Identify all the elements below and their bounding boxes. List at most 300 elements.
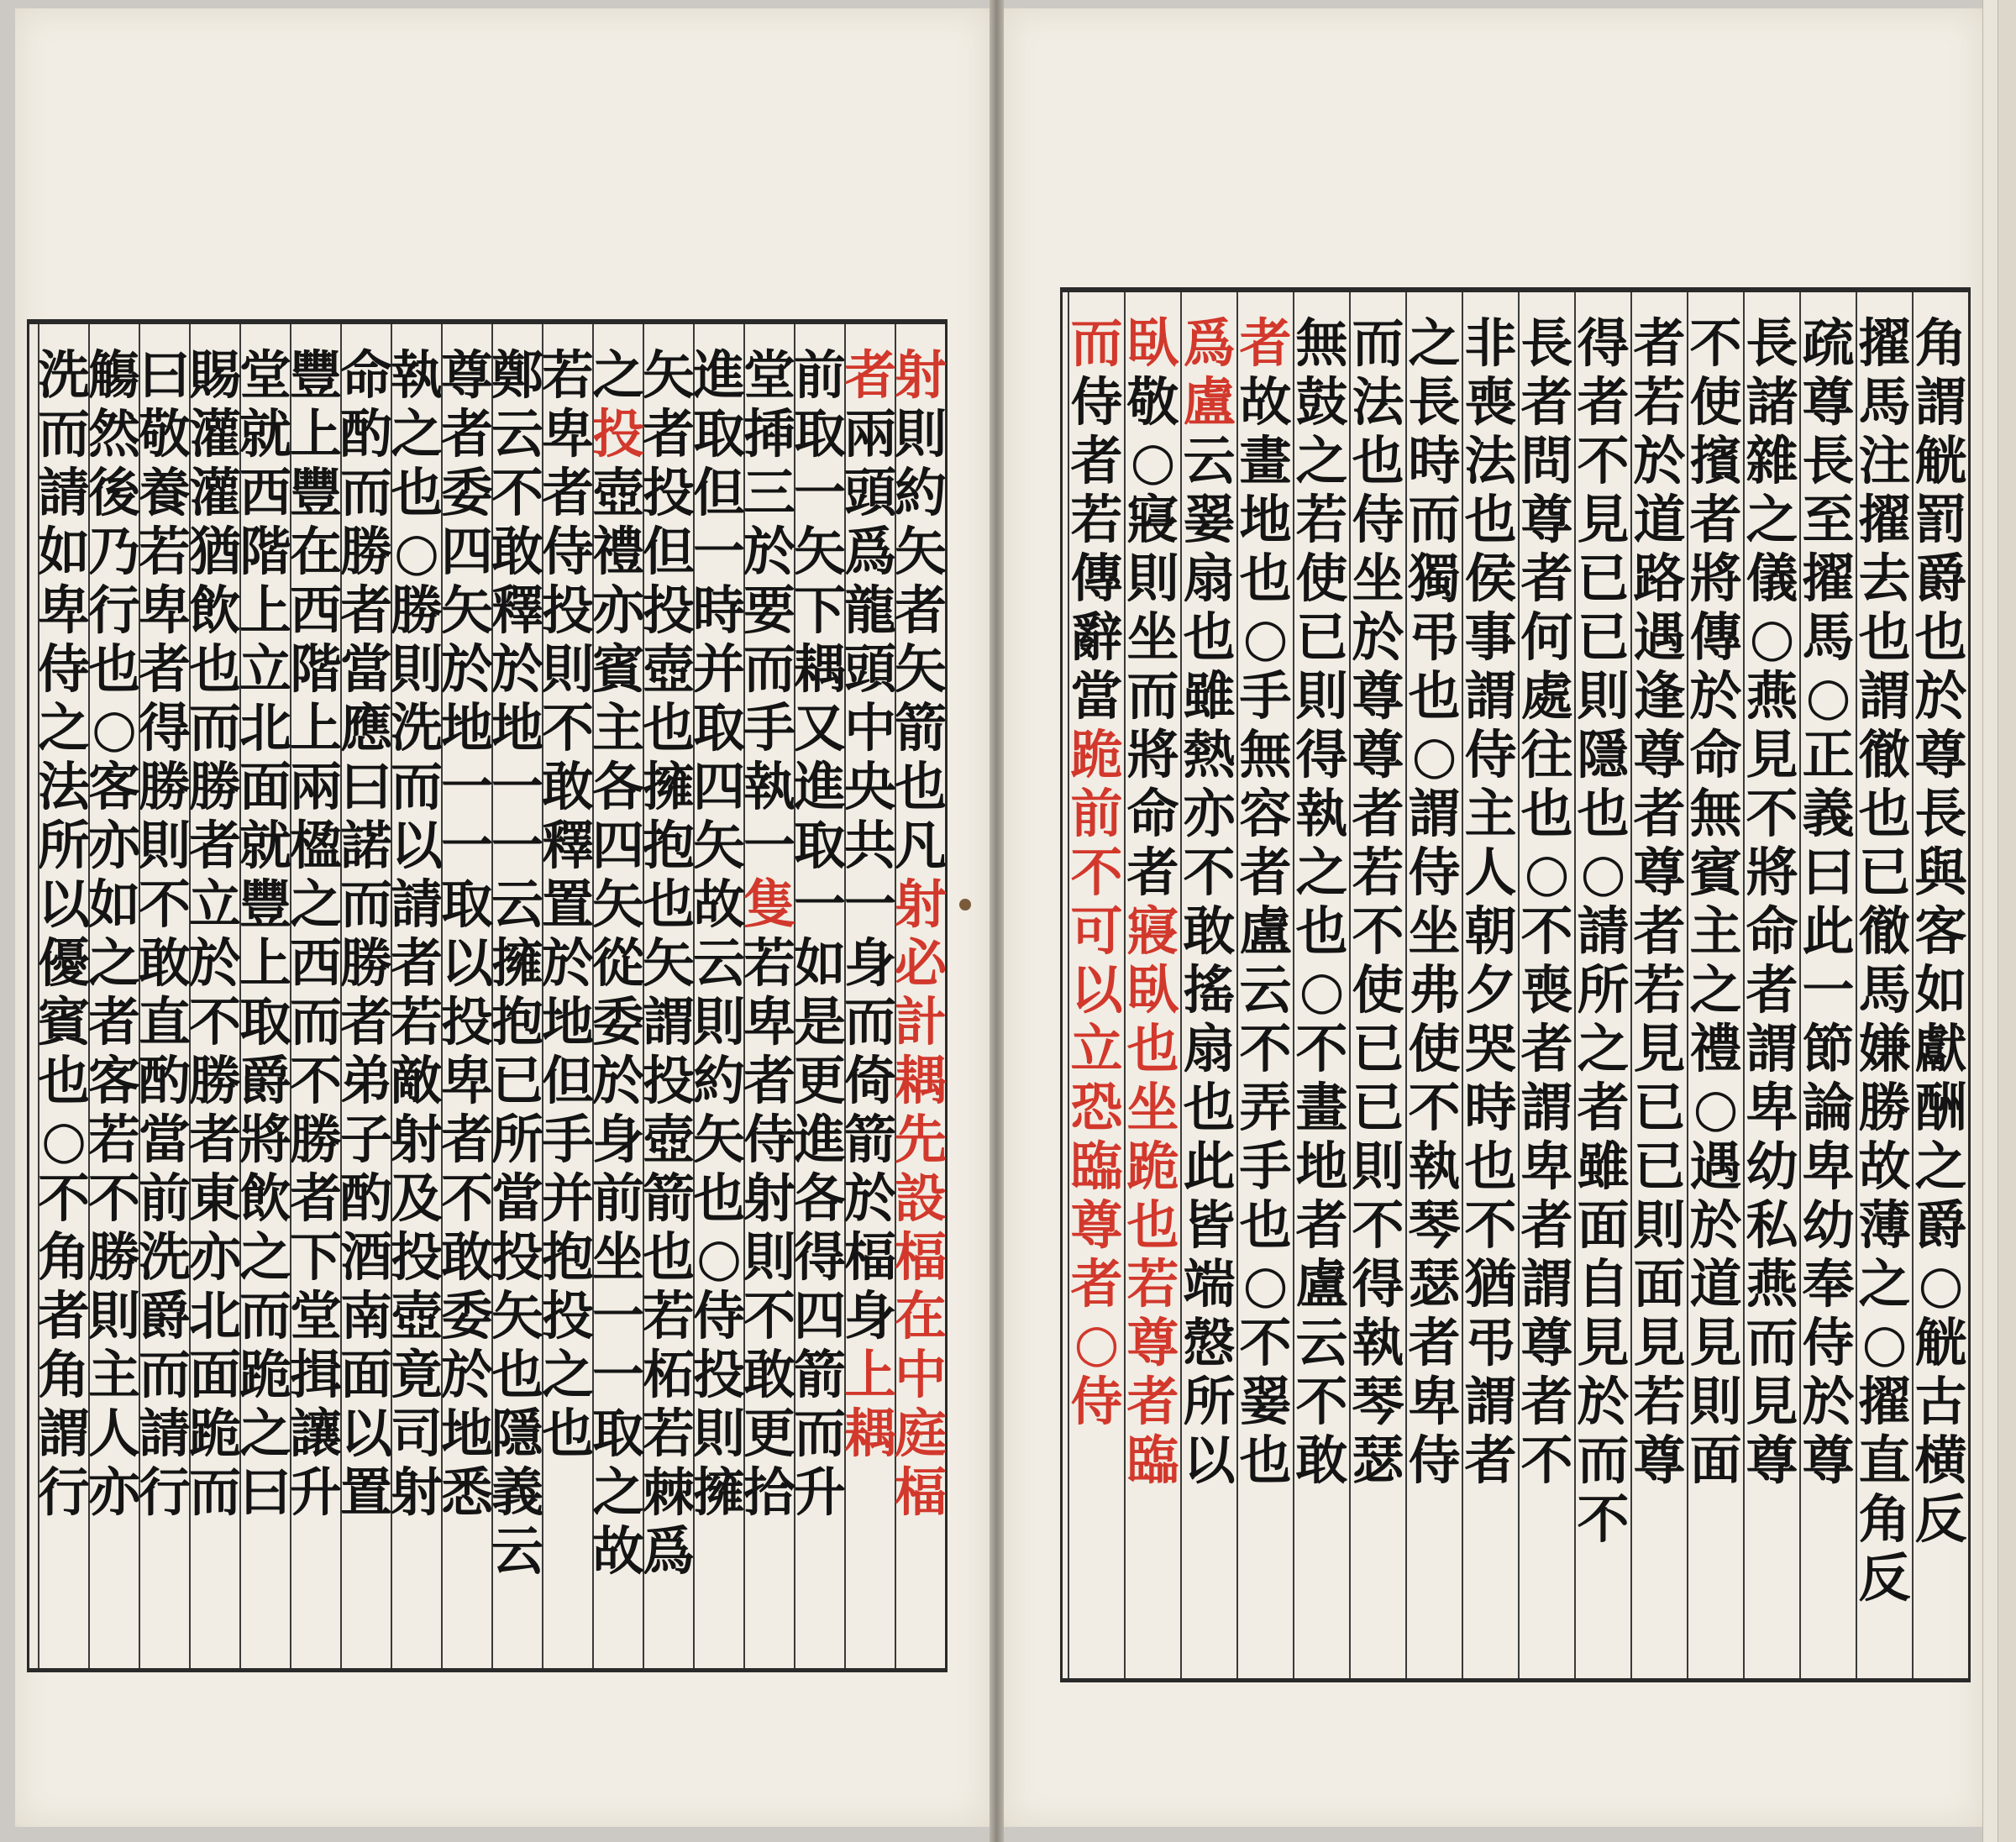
glyph: 已: [1633, 1077, 1686, 1138]
glyph: 若: [1633, 371, 1686, 433]
glyph: 爲: [1183, 312, 1236, 374]
text-column: [1912, 292, 1968, 1678]
text-column: [88, 324, 139, 1668]
glyph: 階: [290, 638, 343, 700]
glyph: 以: [1070, 959, 1123, 1021]
glyph: 獻: [1914, 1018, 1967, 1079]
glyph: 見: [1577, 1312, 1630, 1373]
glyph: 幼: [1802, 1194, 1855, 1256]
glyph: 畫: [1295, 1077, 1348, 1138]
glyph: 不: [1520, 1430, 1573, 1491]
glyph: 者: [189, 1109, 242, 1170]
glyph: 之: [1689, 959, 1742, 1021]
glyph: 徹: [1858, 900, 1911, 962]
glyph: 釋: [491, 580, 544, 641]
glyph: 爵: [1914, 548, 1967, 609]
glyph: 矢: [643, 344, 696, 406]
glyph: 不: [1070, 842, 1123, 903]
glyph: 往: [1520, 724, 1573, 785]
glyph: 無: [1689, 783, 1742, 844]
glyph: 揷: [743, 403, 796, 464]
glyph: 事: [1464, 606, 1517, 668]
glyph: 頭: [844, 462, 897, 523]
text-column: [139, 324, 192, 1668]
glyph: 皆: [1183, 1194, 1236, 1256]
glyph: 侍: [542, 521, 595, 582]
glyph: 於: [542, 932, 595, 994]
glyph: 馬: [1802, 606, 1855, 668]
glyph: 者: [1126, 1371, 1179, 1432]
glyph: 也: [1239, 1430, 1292, 1491]
glyph: 儀: [1746, 548, 1798, 609]
glyph: 地: [542, 991, 595, 1052]
glyph: 卑: [38, 580, 91, 641]
glyph: 謂: [1520, 1253, 1573, 1315]
glyph: 射: [391, 1109, 444, 1170]
glyph: 矢: [592, 874, 645, 935]
glyph: 則: [743, 1226, 796, 1288]
glyph: 若: [1633, 1371, 1686, 1432]
text-column: [743, 324, 794, 1668]
glyph: 中: [844, 697, 897, 758]
glyph: 敢: [1295, 1430, 1348, 1491]
glyph: 擁: [643, 756, 696, 817]
glyph: 矢: [693, 1109, 746, 1170]
glyph: 洗: [139, 1226, 192, 1288]
glyph: 而: [189, 1462, 242, 1523]
glyph: 者: [895, 580, 948, 641]
text-column: [592, 324, 643, 1668]
glyph: 者: [1408, 1312, 1461, 1373]
glyph: 得: [1577, 312, 1630, 374]
glyph: 於: [1914, 665, 1967, 727]
glyph: 尊: [1126, 1312, 1179, 1373]
glyph: 長: [1914, 783, 1967, 844]
glyph: 一: [693, 521, 746, 582]
glyph: 琴: [1352, 1371, 1404, 1432]
glyph: 得: [794, 1226, 847, 1288]
glyph: 射: [895, 874, 948, 935]
glyph: 箭: [643, 1168, 696, 1229]
text-column: [1180, 292, 1236, 1678]
glyph: 於: [1689, 1194, 1742, 1256]
glyph: 若: [1070, 489, 1123, 550]
glyph: 而: [189, 697, 242, 758]
glyph: 面: [1689, 1430, 1742, 1491]
glyph: 者: [340, 580, 393, 641]
glyph: 箭: [844, 1109, 897, 1170]
glyph: 升: [794, 1462, 847, 1523]
glyph: 箭: [794, 1344, 847, 1405]
text-column: [1405, 292, 1462, 1678]
glyph: 各: [592, 756, 645, 817]
glyph: 與: [1914, 842, 1967, 903]
glyph: 射: [895, 344, 948, 406]
glyph: 曰: [1802, 842, 1855, 903]
glyph: 曰: [239, 1462, 292, 1523]
glyph: 執: [1295, 783, 1348, 844]
glyph: 見: [1577, 489, 1630, 550]
text-column: [1856, 292, 1912, 1678]
glyph: 罰: [1914, 489, 1967, 550]
glyph: 於: [592, 1050, 645, 1111]
glyph: 但: [643, 521, 696, 582]
glyph: 勝: [340, 521, 393, 582]
glyph: 若: [139, 521, 192, 582]
glyph: 不: [1239, 1018, 1292, 1079]
glyph: 卑: [1520, 1136, 1573, 1197]
glyph: 坐: [1352, 548, 1404, 609]
glyph: ○: [1242, 606, 1289, 668]
glyph: 尊: [1802, 371, 1855, 433]
glyph: 於: [1577, 1371, 1630, 1432]
glyph: 勝: [1858, 1077, 1911, 1138]
glyph: 主: [1689, 900, 1742, 962]
glyph: 於: [441, 1344, 494, 1405]
glyph: 不: [38, 1168, 91, 1229]
glyph: 不: [290, 1050, 343, 1111]
glyph: 敢: [441, 1226, 494, 1288]
glyph: 云: [1295, 1312, 1348, 1373]
glyph: 也: [189, 638, 242, 700]
glyph: 得: [1352, 1253, 1404, 1315]
glyph: 將: [1689, 548, 1742, 609]
glyph: 謂: [1520, 1077, 1573, 1138]
glyph: 直: [1858, 1430, 1911, 1491]
glyph: 將: [239, 1109, 292, 1170]
glyph: 楅: [844, 1226, 897, 1288]
glyph: 讓: [290, 1403, 343, 1464]
glyph: 之: [592, 344, 645, 406]
glyph: 敢: [491, 521, 544, 582]
glyph: 四: [441, 521, 494, 582]
glyph: 弄: [1239, 1077, 1292, 1138]
glyph: 如: [794, 932, 847, 994]
glyph: 者: [88, 991, 141, 1052]
glyph: 壺: [643, 638, 696, 700]
glyph: 置: [340, 1462, 393, 1523]
glyph: 當: [1070, 665, 1123, 727]
glyph: 禮: [1689, 1018, 1742, 1079]
glyph: 從: [592, 932, 645, 994]
glyph: 竟: [391, 1344, 444, 1405]
glyph: 而: [38, 403, 91, 464]
glyph: 擢: [1858, 312, 1911, 374]
text-column: [1574, 292, 1630, 1678]
glyph: 弟: [340, 1050, 393, 1111]
text-column: [844, 324, 895, 1668]
glyph: 馬: [1858, 959, 1911, 1021]
glyph: 之: [88, 932, 141, 994]
glyph: 必: [895, 932, 948, 994]
glyph: 鼓: [1295, 371, 1348, 433]
glyph: 子: [340, 1109, 393, 1170]
glyph: 不: [189, 991, 242, 1052]
glyph: 面: [239, 756, 292, 817]
glyph: 法: [1464, 430, 1517, 491]
glyph: 酌: [340, 1168, 393, 1229]
glyph: 地: [441, 697, 494, 758]
glyph: 謂: [1464, 1371, 1517, 1432]
glyph: 扇: [1183, 548, 1236, 609]
glyph: 不: [1577, 1488, 1630, 1550]
glyph: 取: [794, 403, 847, 464]
glyph: 乃: [88, 521, 141, 582]
glyph: 龍: [844, 580, 897, 641]
glyph: ○: [393, 521, 440, 582]
glyph: 容: [1239, 783, 1292, 844]
glyph: 客: [1914, 900, 1967, 962]
glyph: 於: [189, 932, 242, 994]
glyph: 卑: [139, 580, 192, 641]
glyph: 則: [391, 638, 444, 700]
glyph: 地: [1295, 1136, 1348, 1197]
glyph: 楅: [895, 1462, 948, 1523]
glyph: 計: [895, 991, 948, 1052]
glyph: 敢: [743, 1344, 796, 1405]
glyph: 主: [592, 697, 645, 758]
glyph: 此: [1802, 900, 1855, 962]
glyph: 謂: [1914, 371, 1967, 433]
text-column: [491, 324, 542, 1668]
glyph: 跪: [1126, 1136, 1179, 1197]
glyph: 者: [1352, 783, 1404, 844]
glyph: 燕: [1746, 1253, 1798, 1315]
glyph: 翣: [1239, 1371, 1292, 1432]
glyph: 云: [1239, 959, 1292, 1021]
glyph: ○: [40, 1109, 87, 1170]
glyph: 不: [1352, 900, 1404, 962]
glyph: 執: [391, 344, 444, 406]
glyph: 者: [441, 1109, 494, 1170]
glyph: 揖: [290, 1344, 343, 1405]
glyph: 畫: [1239, 430, 1292, 491]
text-column: [693, 324, 746, 1668]
glyph: 者: [1464, 1430, 1517, 1491]
glyph: 行: [38, 1462, 91, 1523]
glyph: 者: [1239, 842, 1292, 903]
glyph: 之: [1746, 489, 1798, 550]
glyph: 於: [1633, 430, 1686, 491]
glyph: 熱: [1183, 724, 1236, 785]
text-column: [290, 324, 343, 1668]
glyph: 卑: [1802, 1136, 1855, 1197]
glyph: 謂: [1858, 665, 1911, 727]
glyph: 侍: [38, 638, 91, 700]
glyph: 云: [491, 403, 544, 464]
glyph: 投: [542, 1285, 595, 1346]
glyph: 侍: [743, 1109, 796, 1170]
glyph: 亦: [189, 1226, 242, 1288]
glyph: 時: [693, 580, 746, 641]
glyph: 酒: [340, 1226, 393, 1288]
glyph: 也: [1239, 548, 1292, 609]
glyph: 使: [1408, 1018, 1461, 1079]
glyph: 當: [340, 638, 393, 700]
glyph: 則: [139, 815, 192, 876]
glyph: 兩: [844, 403, 897, 464]
binding-hole: [959, 899, 971, 911]
glyph: 豐: [290, 462, 343, 523]
glyph: 擢: [1858, 1371, 1911, 1432]
glyph: 抱: [643, 815, 696, 876]
glyph: 勝: [290, 1109, 343, 1170]
glyph: 不: [1464, 1194, 1517, 1256]
glyph: 灌: [189, 462, 242, 523]
glyph: 臥: [1126, 959, 1179, 1021]
glyph: 主: [1464, 783, 1517, 844]
glyph: 節: [1802, 1018, 1855, 1079]
glyph: 已: [1577, 548, 1630, 609]
glyph: 直: [139, 991, 192, 1052]
glyph: 反: [1914, 1488, 1967, 1550]
glyph: 敵: [391, 1050, 444, 1111]
glyph: 之: [1295, 430, 1348, 491]
glyph: 取: [693, 697, 746, 758]
glyph: 一: [491, 756, 544, 817]
glyph: 三: [743, 462, 796, 523]
glyph: 以: [441, 932, 494, 994]
glyph: 侍: [1070, 1371, 1123, 1432]
glyph: 行: [139, 1462, 192, 1523]
glyph: 將: [1746, 842, 1798, 903]
glyph: 使: [1295, 548, 1348, 609]
glyph: 兩: [290, 756, 343, 817]
glyph: 敬: [1126, 371, 1179, 433]
glyph: 者: [1126, 842, 1179, 903]
glyph: 委: [441, 1285, 494, 1346]
glyph: 在: [895, 1285, 948, 1346]
glyph: 云: [1183, 430, 1236, 491]
glyph: 者: [1577, 1077, 1630, 1138]
glyph: 若: [391, 991, 444, 1052]
glyph: ○: [91, 697, 138, 758]
glyph: 各: [794, 1168, 847, 1229]
glyph: 也: [38, 1050, 91, 1111]
glyph: 進: [794, 1109, 847, 1170]
glyph: 侍: [1408, 1430, 1461, 1491]
glyph: 西: [290, 932, 343, 994]
glyph: 於: [491, 638, 544, 700]
glyph: 取: [592, 1403, 645, 1464]
glyph: 奉: [1802, 1253, 1855, 1315]
glyph: 不: [1520, 900, 1573, 962]
glyph: 時: [1408, 430, 1461, 491]
glyph: 見: [1633, 1018, 1686, 1079]
glyph: 矢: [895, 638, 948, 700]
glyph: 飲: [189, 580, 242, 641]
glyph: 階: [239, 521, 292, 582]
glyph: 謂: [1408, 783, 1461, 844]
glyph: 擁: [693, 1462, 746, 1523]
glyph: ○: [696, 1226, 743, 1288]
glyph: 人: [88, 1403, 141, 1464]
glyph: 投: [391, 1226, 444, 1288]
glyph: 而: [844, 991, 897, 1052]
glyph: 若: [88, 1109, 141, 1170]
glyph: 酌: [139, 1050, 192, 1111]
glyph: 也: [643, 697, 696, 758]
glyph: 執: [1408, 1136, 1461, 1197]
glyph: 於: [743, 521, 796, 582]
glyph: 以: [391, 815, 444, 876]
glyph: 倚: [844, 1050, 897, 1111]
glyph: 逢: [1633, 665, 1686, 727]
glyph: ○: [1411, 724, 1457, 785]
glyph: 臨: [1070, 1136, 1123, 1197]
glyph: 路: [1633, 548, 1686, 609]
glyph: 前: [592, 1168, 645, 1229]
glyph: 箭: [895, 697, 948, 758]
glyph: 觥: [1914, 1312, 1967, 1373]
glyph: 賓: [38, 991, 91, 1052]
glyph: 立: [1070, 1018, 1123, 1079]
glyph: 賓: [1689, 842, 1742, 903]
glyph: 地: [491, 697, 544, 758]
glyph: 一: [592, 1285, 645, 1346]
glyph: 如: [38, 521, 91, 582]
glyph: 不: [1183, 842, 1236, 903]
glyph: 猶: [1464, 1253, 1517, 1315]
glyph: 侍: [693, 1285, 746, 1346]
glyph: 立: [189, 874, 242, 935]
glyph: 設: [895, 1168, 948, 1229]
glyph: 更: [794, 1050, 847, 1111]
glyph: 執: [743, 756, 796, 817]
glyph: 賓: [592, 638, 645, 700]
glyph: 禮: [592, 521, 645, 582]
glyph: 端: [1183, 1253, 1236, 1315]
glyph: 之: [391, 403, 444, 464]
glyph: 之: [1295, 842, 1348, 903]
glyph: 手: [542, 1109, 595, 1170]
glyph: 角: [1914, 312, 1967, 374]
glyph: 一: [441, 815, 494, 876]
glyph: 喪: [1464, 371, 1517, 433]
glyph: 也: [1183, 1077, 1236, 1138]
glyph: 見: [1633, 1312, 1686, 1373]
glyph: 擢: [1858, 489, 1911, 550]
text-column: [1687, 292, 1743, 1678]
glyph: 擢: [1802, 548, 1855, 609]
glyph: 不: [1689, 312, 1742, 374]
glyph: 若: [1633, 959, 1686, 1021]
glyph: 一: [794, 462, 847, 523]
glyph: 尊: [1633, 1430, 1686, 1491]
glyph: 卑: [542, 403, 595, 464]
glyph: 者: [542, 462, 595, 523]
glyph: 已: [491, 1050, 544, 1111]
glyph: 也: [1577, 783, 1630, 844]
glyph: 人: [1464, 842, 1517, 903]
glyph: 而: [794, 1403, 847, 1464]
glyph: 一: [794, 874, 847, 935]
glyph: 注: [1858, 430, 1911, 491]
glyph: 取: [239, 991, 292, 1052]
glyph: 四: [592, 815, 645, 876]
glyph: 者: [1520, 1018, 1573, 1079]
glyph: 跪: [239, 1344, 292, 1405]
glyph: 堂: [290, 1285, 343, 1346]
glyph: 朝: [1464, 900, 1517, 962]
glyph: 賜: [189, 344, 242, 406]
glyph: 弔: [1464, 1312, 1517, 1373]
glyph: 恐: [1070, 1077, 1123, 1138]
glyph: 所: [38, 815, 91, 876]
glyph: 矢: [491, 1285, 544, 1346]
glyph: 而: [340, 462, 393, 523]
glyph: 命: [1126, 783, 1179, 844]
